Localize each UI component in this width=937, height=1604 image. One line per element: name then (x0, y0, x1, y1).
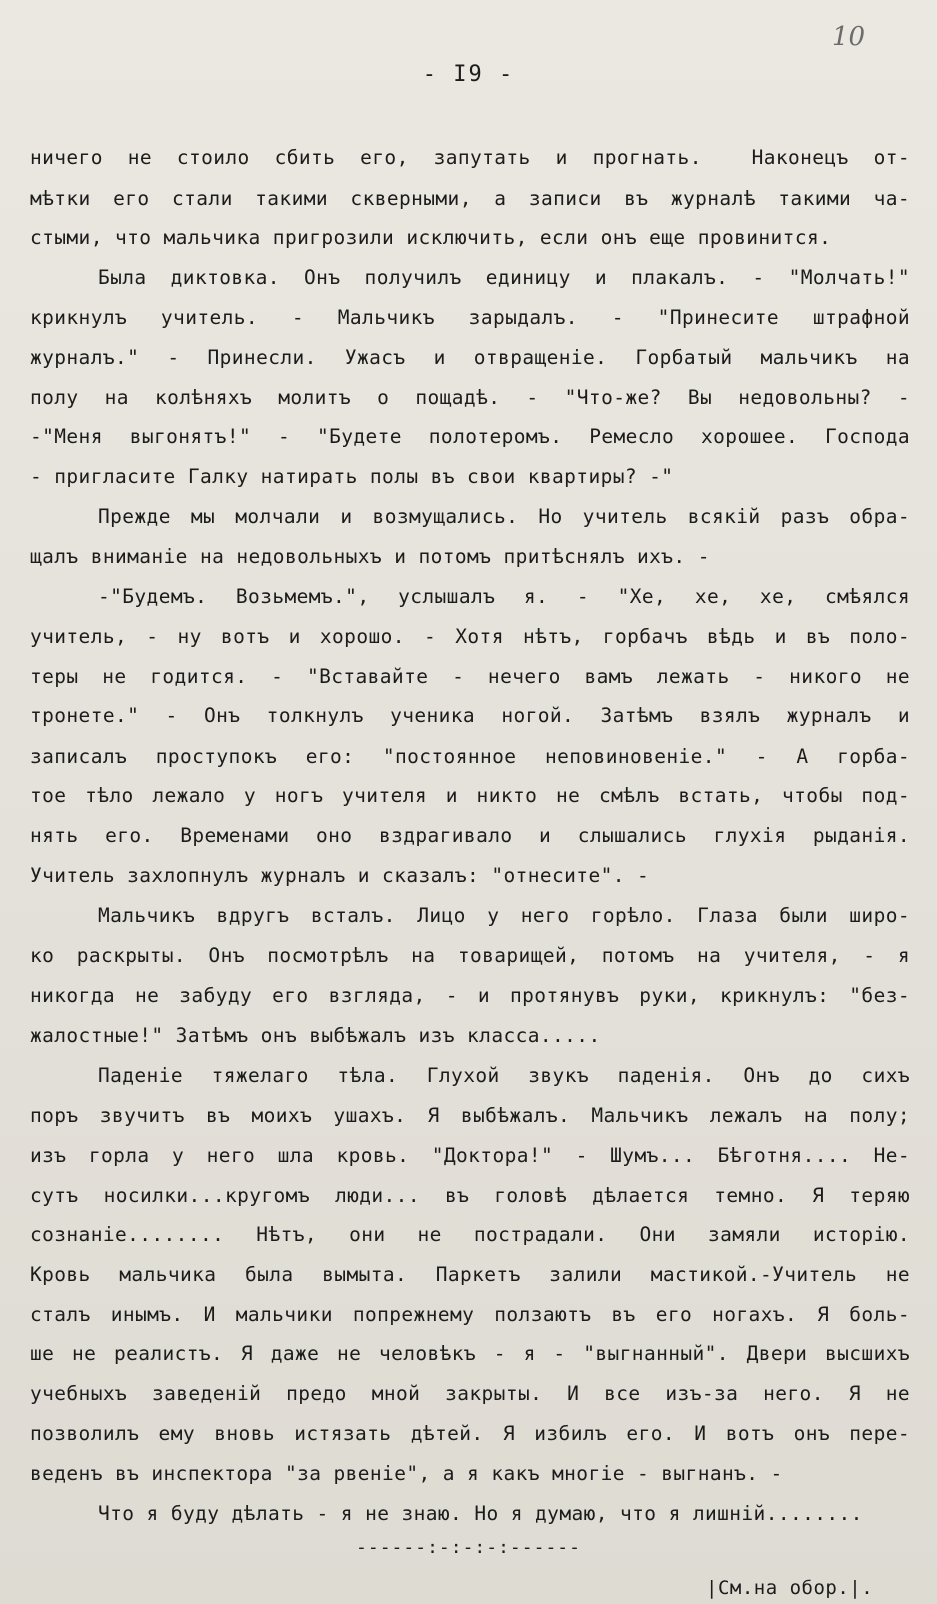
text-line: позволилъ ему вновь истязать дѣтей. Я избилъ его. И вотъ онъ пере- (30, 1422, 910, 1445)
text-line: Мальчикъ вдругъ всталъ. Лицо у него горѣло. Глаза были широ- (98, 904, 910, 927)
text-line: учитель, - ну вотъ и хорошо. - Хотя нѣтъ, горбачъ вѣдь и въ поло- (30, 625, 910, 648)
text-line: полу на колѣняхъ молитъ о пощадѣ. - "Что-же? Вы недовольны? - (30, 386, 910, 409)
text-line: мѣтки его стали такими скверными, а записи въ журналѣ такими ча- (30, 187, 910, 210)
text-line: поръ звучитъ въ моихъ ушахъ. Я выбѣжалъ. Мальчикъ лежалъ на полу; (30, 1104, 910, 1127)
handwritten-page-number: 10 (832, 22, 866, 52)
text-line: Кровь мальчика была вымыта. Паркетъ залили мастикой.-Учитель не (30, 1263, 910, 1286)
text-line: Была диктовка. Онъ получилъ единицу и плакалъ. - "Молчать!" (98, 266, 910, 289)
text-line: -"Меня выгонятъ!" - "Будете полотеромъ. Ремесло хорошее. Господа (30, 425, 910, 448)
text-line: ничего не стоило сбить его, запутать и прогнать. Наконецъ от- (30, 146, 910, 169)
text-line: жалостные!" Затѣмъ онъ выбѣжалъ изъ класса..... (30, 1024, 601, 1047)
text-line: учебныхъ заведенiй предо мной закрыты. И все изъ-за него. Я не (30, 1382, 910, 1405)
text-line: записалъ проступокъ его: "постоянное неповиновенiе." - А горба- (30, 745, 910, 768)
text-line: сознанiе........ Нѣтъ, они не пострадали. Они замяли исторiю. (30, 1223, 910, 1246)
page-number: - I9 - (422, 62, 515, 87)
text-line: -"Будемъ. Возьмемъ.", услышалъ я. - "Хе, хе, хе, смѣялся (98, 585, 910, 608)
text-line: сталъ инымъ. И мальчики попрежнему ползаютъ въ его ногахъ. Я боль- (30, 1303, 910, 1326)
text-line: Паденiе тяжелаго тѣла. Глухой звукъ паденiя. Онъ до сихъ (98, 1064, 910, 1087)
text-line: нять его. Временами оно вздрагивало и слышались глухiя рыданiя. (30, 824, 910, 847)
text-line: Учитель захлопнулъ журналъ и сказалъ: "отнесите". - (30, 864, 650, 887)
text-line: журналъ." - Принесли. Ужасъ и отвращенiе. Горбатый мальчикъ на (30, 346, 910, 369)
text-line: стыми, что мальчика пригрозили исключить, если онъ еще провинится. (30, 226, 832, 249)
text-line: теры не годится. - "Вставайте - нечего вамъ лежать - никого не (30, 665, 910, 688)
text-line: щалъ вниманiе на недовольныхъ и потомъ притѣснялъ ихъ. - (30, 545, 710, 568)
text-line: крикнулъ учитель. - Мальчикъ зарыдалъ. - "Принесите штрафной (30, 306, 910, 329)
text-line: ше не реалистъ. Я даже не человѣкъ - я - "выгнанный". Двери высшихъ (30, 1342, 910, 1365)
text-line: сутъ носилки...кругомъ люди... въ головѣ дѣлается темно. Я теряю (30, 1184, 910, 1207)
text-line: веденъ въ инспектора "за рвенiе", а я какъ многiе - выгнанъ. - (30, 1462, 783, 1485)
text-line: - пригласите Галку натирать полы въ свои квартиры? -" (30, 465, 674, 488)
text-line: Что я буду дѣлать - я не знаю. Но я думаю, что я лишнiй........ (98, 1502, 863, 1525)
section-separator: ------:-:-:-:------ (356, 1537, 581, 1558)
text-line: Прежде мы молчали и возмущались. Но учитель всякiй разъ обра- (98, 505, 910, 528)
text-line: ко раскрыты. Онъ посмотрѣлъ на товарищей, потомъ на учителя, - я (30, 944, 910, 967)
text-line: тое тѣло лежало у ногъ учителя и никто не смѣлъ встать, чтобы под- (30, 784, 910, 807)
text-line: никогда не забуду его взгляда, - и протянувъ руки, крикнулъ: "без- (30, 984, 910, 1007)
see-reverse-note: |См.на обор.|. (706, 1577, 874, 1599)
text-line: изъ горла у него шла кровь. "Доктора!" - Шумъ... Бѣготня.... Не- (30, 1144, 910, 1167)
text-line: тронете." - Онъ толкнулъ ученика ногой. Затѣмъ взялъ журналъ и (30, 704, 910, 727)
